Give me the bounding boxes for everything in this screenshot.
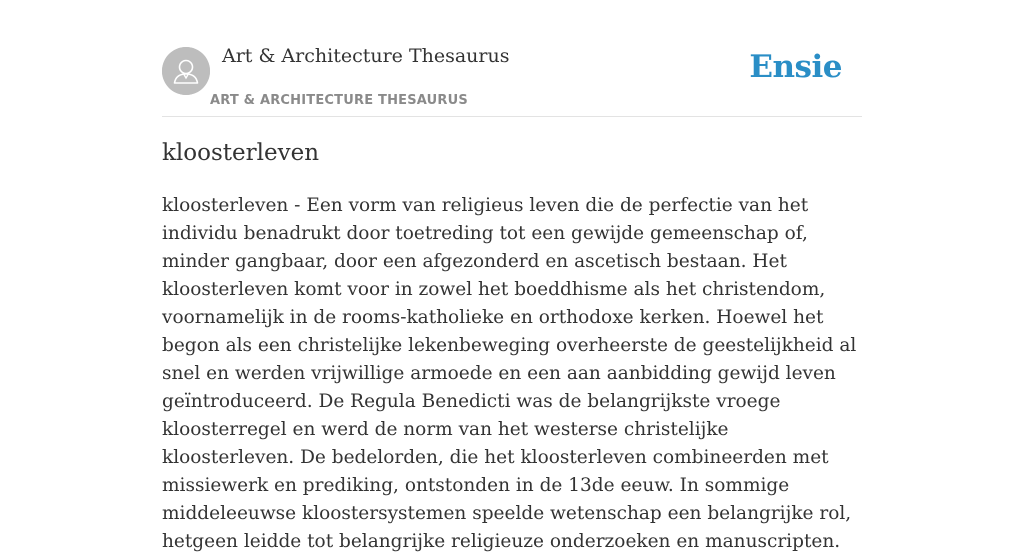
article-header [162,0,862,117]
user-avatar-icon[interactable] [162,47,210,95]
author-subtitle-link[interactable]: ART & ARCHITECTURE THESAURUS [210,93,468,108]
author-name-link[interactable]: Art & Architecture Thesaurus [222,45,510,67]
article-body: kloosterleven - Een vorm van religieus leven die de perfectie van het individu benadrukt door toetreding tot een gewijde gemeenschap of, minder gangbaar, door een afgezonderd en ascetisch bestaan. Het kloosterleven komt voor in zowel het boeddhisme als het christendom, voornamelijk in de rooms-katholieke en orthodoxe kerken. Hoewel het begon als een christelijke lekenbeweging overheerste de geestelijkheid al snel en werden vrijwillige armoede en een aan aanbidding gewijd leven geïntroduceerd. De Regula Benedicti was de belangrijkste vroege kloosterregel en werd de norm van het westerse christelijke kloosterleven. De bedelorden, die het kloosterleven combineerden met missiewerk en prediking, ontstonden in de 13de eeuw. In sommige middeleeuwse kloostersystemen speelde wetenschap een belangrijke rol, hetgeen leidde tot belangrijke religieuze onderzoeken en manuscripten. [162,195,857,552]
ensie-logo[interactable]: Ensie [749,49,842,85]
article-card [162,0,862,552]
page-title: kloosterleven [162,140,320,166]
user-silhouette-icon [162,47,210,95]
